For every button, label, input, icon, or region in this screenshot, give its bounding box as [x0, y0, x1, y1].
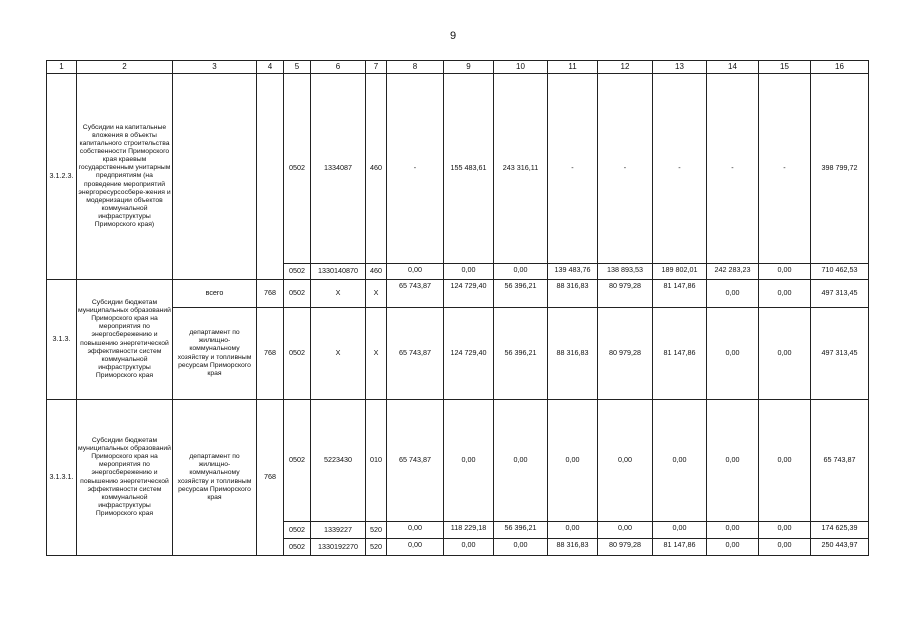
vr-cell: 460	[366, 74, 387, 264]
value-cell: -	[598, 74, 653, 264]
value-cell: 124 729,40	[444, 280, 494, 308]
value-cell: 0,00	[548, 400, 598, 522]
rzpr-cell: 0502	[284, 539, 311, 556]
header-cell: 10	[494, 61, 548, 74]
header-cell: 16	[811, 61, 869, 74]
rzpr-cell: 0502	[284, 522, 311, 539]
value-cell: 0,00	[598, 400, 653, 522]
value-cell: 0,00	[494, 264, 548, 280]
rzpr-cell: 0502	[284, 400, 311, 522]
value-cell: 0,00	[759, 264, 811, 280]
value-cell: 0,00	[598, 522, 653, 539]
item-name: Субсидии бюджетам муниципальных образований Приморского края на мероприятия по энергосбережению и повышению энергетической эффективности систем коммунальной инфраструктуры Приморского края	[77, 280, 173, 400]
budget-table	[46, 60, 869, 556]
value-cell: -	[548, 74, 598, 264]
value-cell: 80 979,28	[598, 539, 653, 556]
csr-cell: 1330140870	[311, 264, 366, 280]
header-cell: 2	[77, 61, 173, 74]
grbs-cell: 768	[257, 308, 284, 400]
table-row	[47, 74, 869, 264]
responsible-cell	[173, 74, 257, 280]
value-cell: 0,00	[548, 522, 598, 539]
header-cell: 1	[47, 61, 77, 74]
value-cell: 118 229,18	[444, 522, 494, 539]
table-row	[47, 280, 869, 308]
table-row	[47, 400, 869, 522]
header-cell: 6	[311, 61, 366, 74]
value-cell: 0,00	[707, 522, 759, 539]
item-name: Субсидии бюджетам муниципальных образований Приморского края на мероприятия по энергосбережению и повышению энергетической эффективности систем коммунальной инфраструктуры Приморского края	[77, 400, 173, 556]
value-cell: 242 283,23	[707, 264, 759, 280]
page-number: 9	[450, 30, 457, 42]
value-cell: 0,00	[759, 400, 811, 522]
value-cell: 0,00	[759, 539, 811, 556]
value-cell: 81 147,86	[653, 539, 707, 556]
rzpr-cell: 0502	[284, 74, 311, 264]
value-cell: 139 483,76	[548, 264, 598, 280]
item-number: 3.1.3.1.	[47, 400, 77, 556]
rzpr-cell: 0502	[284, 280, 311, 308]
vr-cell: X	[366, 308, 387, 400]
header-cell: 8	[387, 61, 444, 74]
grbs-cell: 768	[257, 280, 284, 308]
value-cell: 0,00	[759, 308, 811, 400]
value-cell: 56 396,21	[494, 522, 548, 539]
header-cell: 5	[284, 61, 311, 74]
value-cell: -	[759, 74, 811, 264]
header-row	[47, 61, 869, 74]
csr-cell: 1334087	[311, 74, 366, 264]
value-cell: 0,00	[444, 264, 494, 280]
total-cell: 174 625,39	[811, 522, 869, 539]
value-cell: -	[653, 74, 707, 264]
item-number: 3.1.2.3.	[47, 74, 77, 280]
value-cell: 81 147,86	[653, 280, 707, 308]
value-cell: 80 979,28	[598, 280, 653, 308]
item-number: 3.1.3.	[47, 280, 77, 400]
value-cell: 88 316,83	[548, 539, 598, 556]
header-cell: 11	[548, 61, 598, 74]
value-cell: 0,00	[707, 308, 759, 400]
item-name: Субсидии на капитальные вложения в объекты капитального строительства собственности Приморского края краевым государственным унитарным предприятиям (на проведение мероприятий энергоресурсосбере-жения и модернизации объектов коммунальной инфраструктуры Приморского края)	[77, 74, 173, 280]
value-cell: 0,00	[653, 400, 707, 522]
value-cell: 56 396,21	[494, 280, 548, 308]
total-cell: 497 313,45	[811, 280, 869, 308]
value-cell: 0,00	[759, 280, 811, 308]
header-cell: 9	[444, 61, 494, 74]
responsible-cell: департамент по жилищно-коммунальному хозяйству и топливным ресурсам Приморского края	[173, 308, 257, 400]
vr-cell: X	[366, 280, 387, 308]
total-cell: 710 462,53	[811, 264, 869, 280]
responsible-cell: департамент по жилищно-коммунальному хозяйству и топливным ресурсам Приморского края	[173, 400, 257, 556]
header-cell: 7	[366, 61, 387, 74]
value-cell: 88 316,83	[548, 308, 598, 400]
value-cell: 65 743,87	[387, 280, 444, 308]
value-cell: 0,00	[387, 539, 444, 556]
value-cell: 0,00	[653, 522, 707, 539]
value-cell: 81 147,86	[653, 308, 707, 400]
rzpr-cell: 0502	[284, 308, 311, 400]
csr-cell: X	[311, 280, 366, 308]
value-cell: 124 729,40	[444, 308, 494, 400]
value-cell: -	[707, 74, 759, 264]
header-cell: 14	[707, 61, 759, 74]
vr-cell: 520	[366, 539, 387, 556]
value-cell: -	[387, 74, 444, 264]
total-cell: 250 443,97	[811, 539, 869, 556]
value-cell: 189 802,01	[653, 264, 707, 280]
header-cell: 3	[173, 61, 257, 74]
value-cell: 0,00	[494, 539, 548, 556]
value-cell: 0,00	[707, 280, 759, 308]
value-cell: 0,00	[387, 264, 444, 280]
value-cell: 56 396,21	[494, 308, 548, 400]
vr-cell: 520	[366, 522, 387, 539]
total-cell: 65 743,87	[811, 400, 869, 522]
value-cell: 138 893,53	[598, 264, 653, 280]
vr-cell: 010	[366, 400, 387, 522]
value-cell: 0,00	[494, 400, 548, 522]
header-cell: 15	[759, 61, 811, 74]
grbs-cell	[257, 74, 284, 280]
value-cell: 0,00	[707, 400, 759, 522]
csr-cell: 5223430	[311, 400, 366, 522]
value-cell: 0,00	[387, 522, 444, 539]
value-cell: 155 483,61	[444, 74, 494, 264]
value-cell: 0,00	[444, 400, 494, 522]
csr-cell: X	[311, 308, 366, 400]
header-cell: 4	[257, 61, 284, 74]
value-cell: 65 743,87	[387, 308, 444, 400]
value-cell: 65 743,87	[387, 400, 444, 522]
value-cell: 0,00	[444, 539, 494, 556]
csr-cell: 1330192270	[311, 539, 366, 556]
total-cell: 497 313,45	[811, 308, 869, 400]
value-cell: 243 316,11	[494, 74, 548, 264]
header-cell: 12	[598, 61, 653, 74]
total-cell: 398 799,72	[811, 74, 869, 264]
responsible-cell: всего	[173, 280, 257, 308]
csr-cell: 1339227	[311, 522, 366, 539]
value-cell: 80 979,28	[598, 308, 653, 400]
rzpr-cell: 0502	[284, 264, 311, 280]
header-cell: 13	[653, 61, 707, 74]
value-cell: 0,00	[707, 539, 759, 556]
value-cell: 88 316,83	[548, 280, 598, 308]
value-cell: 0,00	[759, 522, 811, 539]
grbs-cell: 768	[257, 400, 284, 556]
vr-cell: 460	[366, 264, 387, 280]
